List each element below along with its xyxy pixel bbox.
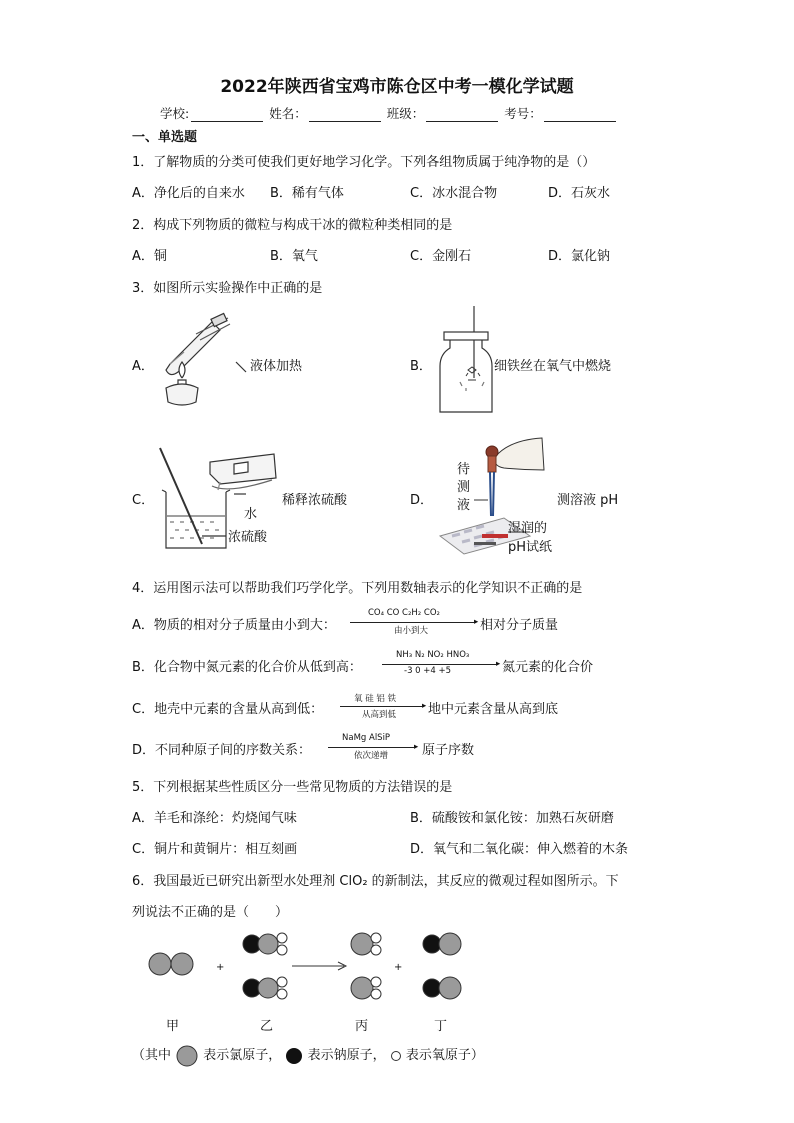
q4-a-axis-top: CO₄ CO C₂H₂ CO₂ bbox=[368, 608, 440, 618]
q3-d-liquid-1: 待 bbox=[457, 462, 471, 477]
sodium-atom-icon bbox=[285, 1047, 303, 1065]
name-blank[interactable] bbox=[309, 109, 381, 122]
q4-option-c: C．地壳中元素的含量从高到低： bbox=[132, 702, 324, 717]
q4-option-a: A．物质的相对分子质量由小到大： bbox=[132, 618, 336, 633]
q4-a-tail: 相对分子质量 bbox=[480, 618, 559, 633]
cl-atom bbox=[171, 953, 193, 975]
q3-d-liquid-3: 液 bbox=[457, 498, 471, 513]
q4-d-axis-bottom: 依次递增 bbox=[354, 751, 389, 761]
q3-a-label: 液体加热 bbox=[250, 359, 303, 374]
exam-no-blank[interactable] bbox=[544, 109, 616, 122]
q4-d-axis bbox=[328, 747, 414, 748]
q1-option-d: D．石灰水 bbox=[548, 186, 611, 201]
o-atom bbox=[371, 945, 381, 955]
o-atom bbox=[371, 977, 381, 987]
chlorine-atom-icon bbox=[175, 1045, 199, 1067]
q2-option-c: C．金刚石 bbox=[410, 249, 472, 264]
q3-c-acid: 浓硫酸 bbox=[228, 530, 268, 545]
q5-text: 5．下列根据某些性质区分一些常见物质的方法错误的是 bbox=[132, 780, 453, 795]
school-label: 学校: bbox=[160, 106, 190, 121]
q4-b-axis-bottom: -3 0 +4 +5 bbox=[404, 666, 452, 676]
cl-atom bbox=[258, 934, 278, 954]
q3-text: 3．如图所示实验操作中正确的是 bbox=[132, 281, 323, 296]
q4-d-arrowhead: ▸ bbox=[414, 742, 419, 752]
q2-option-b: B．氧气 bbox=[270, 249, 318, 264]
q1-text: 1．了解物质的分类可使我们更好地学习化学。下列各组物质属于纯净物的是（） bbox=[132, 155, 596, 170]
q5-option-b: B．硫酸铵和氯化铵：加熟石灰研磨 bbox=[410, 811, 614, 826]
cl-atom bbox=[258, 978, 278, 998]
label-ding: 丁 bbox=[434, 1019, 448, 1034]
cl-atom bbox=[351, 977, 373, 999]
q4-text: 4．运用图示法可以帮助我们巧学化学。下列用数轴表示的化学知识不正确的是 bbox=[132, 581, 583, 596]
legend-o: 表示氧原子） bbox=[405, 1048, 484, 1063]
q5-option-a: A．羊毛和涤纶：灼烧闻气味 bbox=[132, 811, 297, 826]
q4-c-axis-top: 氧 硅 铝 铁 bbox=[354, 694, 397, 704]
q3-c-water: 水 bbox=[244, 507, 258, 522]
q4-a-axis-bottom: 由小到大 bbox=[394, 626, 429, 636]
label-yi: 乙 bbox=[260, 1019, 274, 1034]
q4-option-b: B．化合物中氮元素的化合价从低到高： bbox=[132, 660, 362, 675]
q4-d-axis-top: NaMg AlSiP bbox=[342, 733, 391, 743]
q6-text-line1: 6．我国最近已研究出新型水处理剂 ClO₂ 的新制法，其反应的微观过程如图所示。下 bbox=[132, 874, 619, 889]
iron-wire-burning-figure bbox=[436, 304, 496, 418]
legend-prefix: （其中 bbox=[132, 1048, 172, 1063]
q6-text-line2: 列说法不正确的是（ ） bbox=[132, 905, 289, 920]
q3-b-label: 细铁丝在氧气中燃烧 bbox=[494, 359, 612, 374]
q2-option-d: D．氯化钠 bbox=[548, 249, 611, 264]
q4-b-axis-top: NH₃ N₂ NO₂ HNO₃ bbox=[396, 650, 470, 660]
q4-a-axis bbox=[350, 622, 474, 623]
cl-atom bbox=[439, 977, 461, 999]
exam-no-label: 考号： bbox=[504, 106, 542, 121]
school-blank[interactable] bbox=[191, 109, 263, 122]
label-bing: 丙 bbox=[355, 1019, 369, 1034]
o-atom bbox=[371, 933, 381, 943]
label-jia: 甲 bbox=[166, 1019, 180, 1034]
q5-option-c: C．铜片和黄铜片：相互刻画 bbox=[132, 842, 298, 857]
q4-b-axis bbox=[382, 664, 496, 665]
legend-cl: 表示氯原子， bbox=[203, 1048, 282, 1063]
q4-d-tail: 原子序数 bbox=[422, 743, 475, 758]
q4-b-arrowhead: ▸ bbox=[496, 659, 501, 669]
q4-c-axis-bottom: 从高到低 bbox=[362, 710, 397, 720]
liquid-heating-figure bbox=[150, 312, 250, 408]
q1-option-b: B．稀有气体 bbox=[270, 186, 344, 201]
q1-option-a: A．净化后的自来水 bbox=[132, 186, 245, 201]
q4-a-arrowhead: ▸ bbox=[474, 617, 479, 627]
o-atom bbox=[277, 945, 287, 955]
q5-option-d: D．氧气和二氧化碳：伸入燃着的木条 bbox=[410, 842, 629, 857]
oxygen-atom-icon bbox=[390, 1050, 402, 1062]
dilute-sulfuric-acid-figure bbox=[150, 444, 290, 554]
cl-atom bbox=[439, 933, 461, 955]
o-atom bbox=[371, 989, 381, 999]
o-atom bbox=[277, 989, 287, 999]
q3-d-label: 测溶液 pH bbox=[557, 493, 619, 508]
q2-option-a: A．铜 bbox=[132, 249, 167, 264]
q4-c-axis bbox=[340, 706, 422, 707]
q4-b-tail: 氮元素的化合价 bbox=[502, 660, 594, 675]
q1-option-c: C．冰水混合物 bbox=[410, 186, 498, 201]
o-atom bbox=[277, 977, 287, 987]
cl-atom bbox=[351, 933, 373, 955]
q3-d-liquid-2: 测 bbox=[457, 480, 471, 495]
legend bbox=[132, 1044, 484, 1067]
class-label: 班级： bbox=[386, 106, 425, 121]
page-title: 2022年陕西省宝鸡市陈仓区中考一模化学试题 bbox=[220, 77, 574, 97]
q3-option-a: A． bbox=[132, 359, 154, 374]
q3-c-label: 稀释浓硫酸 bbox=[282, 493, 348, 508]
plus-sign-1: + bbox=[216, 962, 225, 973]
q2-text: 2．构成下列物质的微粒与构成干冰的微粒种类相同的是 bbox=[132, 218, 453, 233]
name-label: 姓名： bbox=[269, 106, 307, 121]
cl-atom bbox=[149, 953, 171, 975]
legend-na: 表示钠原子， bbox=[307, 1048, 386, 1063]
student-info-row bbox=[160, 104, 618, 122]
q3-option-c: C． bbox=[132, 493, 155, 508]
section-heading: 一、单选题 bbox=[132, 130, 198, 145]
na-atom bbox=[423, 979, 441, 997]
na-atom bbox=[423, 935, 441, 953]
q4-c-tail: 地中元素含量从高到底 bbox=[428, 702, 559, 717]
plus-sign-2: + bbox=[394, 962, 403, 973]
q3-d-paper-1: 湿润的 bbox=[508, 521, 548, 536]
class-blank[interactable] bbox=[426, 109, 498, 122]
o-atom bbox=[277, 933, 287, 943]
q4-option-d: D．不同种原子间的序数关系： bbox=[132, 743, 312, 758]
q3-d-paper-2: pH试纸 bbox=[508, 540, 553, 555]
q3-option-d: D． bbox=[410, 493, 434, 508]
reaction-diagram bbox=[140, 926, 480, 1006]
q3-option-b: B． bbox=[410, 359, 432, 374]
q4-c-arrowhead: ▸ bbox=[422, 701, 427, 711]
